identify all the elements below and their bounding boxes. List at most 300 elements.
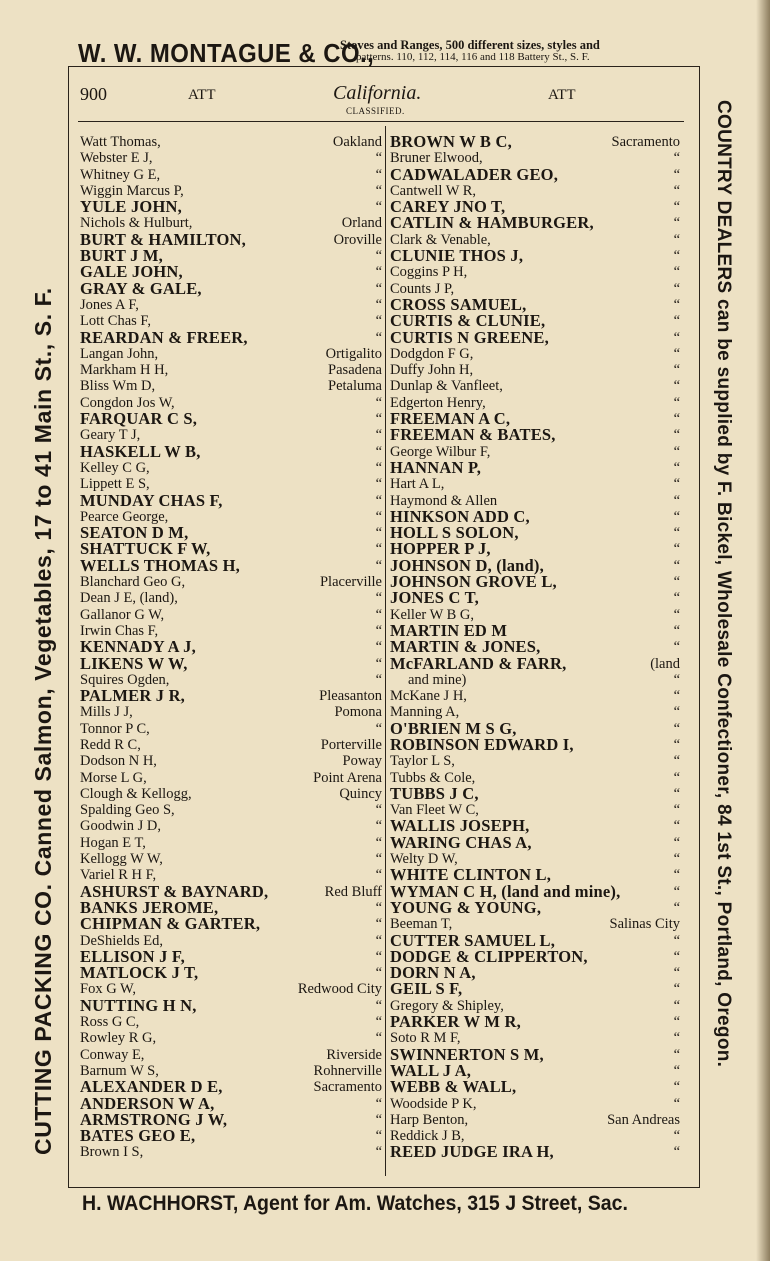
directory-entry — [80, 737, 382, 753]
entry-name: WARING CHAS A, — [390, 832, 532, 852]
entry-name: MATLOCK J T, — [80, 963, 199, 983]
entry-place: “ — [375, 802, 382, 819]
entry-place: “ — [375, 916, 382, 933]
directory-entry — [80, 995, 382, 1015]
entry-place: Sacramento — [313, 1079, 382, 1096]
entry-place: “ — [673, 1095, 680, 1112]
entry-name: McFARLAND & FARR, — [390, 653, 567, 673]
entry-place: “ — [375, 639, 382, 656]
entry-name: HASKELL W B, — [80, 441, 201, 461]
left-column — [80, 134, 382, 1161]
entry-place: “ — [673, 785, 680, 802]
directory-entry — [80, 1014, 382, 1030]
entry-name: Dodson N H, — [80, 753, 157, 770]
directory-entry — [80, 327, 382, 347]
entry-name: Redd R C, — [80, 736, 141, 753]
entry-place: “ — [673, 427, 680, 444]
entry-place: “ — [375, 590, 382, 607]
entry-name: WALL J A, — [390, 1060, 472, 1080]
entry-name: PALMER J R, — [80, 686, 186, 706]
entry-name: NUTTING H N, — [80, 995, 197, 1015]
directory-entry — [80, 786, 382, 802]
entry-place: “ — [375, 1111, 382, 1128]
entry-name: CROSS SAMUEL, — [390, 294, 527, 314]
entry-name: FREEMAN & BATES, — [390, 425, 556, 445]
page-number: 900 — [80, 84, 107, 104]
entry-place: (land — [650, 655, 680, 672]
entry-place: “ — [375, 1014, 382, 1031]
entry-place: “ — [673, 883, 680, 900]
entry-name: GRAY & GALE, — [80, 278, 202, 298]
directory-entry — [80, 1047, 382, 1063]
entry-place: Sacramento — [611, 134, 680, 150]
entry-place: “ — [673, 753, 680, 770]
entry-place: “ — [375, 1030, 382, 1047]
entry-place: “ — [375, 248, 382, 265]
entry-place: “ — [673, 802, 680, 819]
entry-name: Lippett E S, — [80, 476, 150, 493]
entry-name: Dodgdon F G, — [390, 345, 474, 362]
directory-entry — [80, 297, 382, 313]
entry-name: PARKER W M R, — [390, 1012, 521, 1032]
entry-name: GEIL S F, — [390, 979, 463, 999]
entry-place: “ — [375, 199, 382, 216]
entry-place: “ — [673, 345, 680, 362]
directory-entry — [390, 897, 688, 917]
entry-name: HANNAN P, — [390, 457, 482, 477]
directory-entry — [80, 460, 382, 476]
entry-name: BANKS JEROME, — [80, 897, 219, 917]
entry-place: “ — [673, 769, 680, 786]
directory-entry — [80, 1144, 382, 1160]
entry-place: “ — [673, 867, 680, 884]
directory-entry — [390, 1014, 688, 1030]
directory-entry — [80, 653, 382, 673]
entry-name: WALLIS JOSEPH, — [390, 816, 530, 836]
entry-place: “ — [375, 443, 382, 460]
entry-name: Duffy John H, — [390, 362, 474, 379]
entry-place: “ — [673, 1030, 680, 1047]
entry-place: “ — [673, 231, 680, 248]
entry-place: “ — [375, 150, 382, 167]
entry-name: HOLL S SOLON, — [390, 523, 519, 543]
directory-entry — [80, 1128, 382, 1144]
directory-entry — [80, 916, 382, 932]
top-ad-line-2: patterns. 110, 112, 114, 116 and 118 Battery St., S. F. — [356, 51, 590, 63]
directory-entry — [80, 362, 382, 378]
left-column-head: ATT — [188, 87, 216, 103]
entry-place: “ — [673, 215, 680, 232]
entry-place: “ — [673, 965, 680, 982]
entry-name: Tubbs & Cole, — [390, 769, 476, 786]
top-ad-firm: W. W. MONTAGUE & CO., — [78, 38, 375, 68]
entry-name: Webster E J, — [80, 150, 153, 167]
entry-name: Taylor L S, — [390, 753, 455, 770]
entry-place: “ — [673, 997, 680, 1014]
entry-name: Reddick J B, — [390, 1128, 465, 1145]
entry-place: “ — [673, 1062, 680, 1079]
entry-place: “ — [375, 1128, 382, 1145]
entry-name: DORN N A, — [390, 963, 476, 983]
entry-name: ELLISON J F, — [80, 946, 185, 966]
entry-name: Variel R H F, — [80, 867, 157, 884]
directory-entry — [80, 490, 382, 510]
entry-name: YULE JOHN, — [80, 197, 182, 217]
entry-name: MUNDAY CHAS F, — [80, 490, 223, 510]
entry-place: Salinas City — [609, 916, 680, 933]
entry-place: “ — [375, 557, 382, 574]
entry-place: Petaluma — [328, 378, 382, 395]
entry-place: “ — [673, 720, 680, 737]
entry-place: “ — [375, 525, 382, 542]
entry-place: “ — [673, 606, 680, 623]
directory-entry — [80, 346, 382, 362]
entry-name: CHIPMAN & GARTER, — [80, 914, 261, 934]
directory-entry — [390, 672, 688, 688]
entry-name: Fox G W, — [80, 981, 137, 998]
entry-place: “ — [673, 296, 680, 313]
entry-name: Spalding Geo S, — [80, 802, 175, 819]
entry-place: “ — [673, 443, 680, 460]
entry-name: Soto R M F, — [390, 1030, 461, 1047]
directory-entry — [80, 965, 382, 981]
directory-entry — [80, 167, 382, 183]
entry-place: “ — [375, 411, 382, 428]
entry-place: “ — [673, 508, 680, 525]
entry-place: “ — [375, 313, 382, 330]
entry-name: and mine) — [408, 671, 467, 688]
entry-name: ARMSTRONG J W, — [80, 1109, 228, 1129]
entry-name: ALEXANDER D E, — [80, 1077, 223, 1097]
entry-name: Van Fleet W C, — [390, 802, 479, 819]
entry-name: Whitney G E, — [80, 166, 161, 183]
entry-place: Orland — [341, 215, 382, 232]
entry-place: “ — [375, 541, 382, 558]
entry-place: “ — [375, 296, 382, 313]
directory-entry — [80, 134, 382, 150]
entry-place: “ — [673, 1014, 680, 1031]
directory-entry — [80, 278, 382, 298]
entry-place: “ — [375, 280, 382, 297]
entry-name: SHATTUCK F W, — [80, 539, 211, 559]
entry-place: “ — [375, 182, 382, 199]
entry-name: WYMAN C H, (land and mine), — [390, 881, 621, 901]
entry-place: Point Arena — [313, 769, 382, 786]
entry-place: “ — [673, 899, 680, 916]
entry-place: “ — [673, 639, 680, 656]
entry-place: “ — [673, 1144, 680, 1161]
entry-name: Gallanor G W, — [80, 606, 165, 623]
directory-entry — [390, 590, 688, 606]
entry-name: BATES GEO E, — [80, 1126, 196, 1146]
entry-name: Barnum W S, — [80, 1062, 159, 1079]
entry-place: Pomona — [334, 704, 382, 721]
entry-place: “ — [673, 932, 680, 949]
entry-name: Langan John, — [80, 345, 159, 362]
entry-place: “ — [375, 394, 382, 411]
entry-name: KENNADY A J, — [80, 637, 196, 657]
entry-name: Beeman T, — [390, 916, 453, 933]
entry-place: “ — [673, 492, 680, 509]
entry-place: “ — [673, 329, 680, 346]
entry-name: JOHNSON GROVE L, — [390, 572, 557, 592]
entry-place: Quincy — [339, 785, 382, 802]
right-column — [390, 134, 688, 1161]
entry-name: Keller W B G, — [390, 606, 475, 623]
entry-name: Hart A L, — [390, 476, 445, 493]
entry-place: “ — [673, 378, 680, 395]
entry-place: Riverside — [326, 1046, 382, 1063]
entry-name: Haymond & Allen — [390, 492, 498, 509]
directory-entry — [390, 248, 688, 264]
directory-entry — [390, 362, 688, 378]
entry-name: GALE JOHN, — [80, 262, 183, 282]
entry-place: “ — [673, 574, 680, 591]
entry-name: Tonnor P C, — [80, 720, 150, 737]
entry-name: REARDAN & FREER, — [80, 327, 248, 347]
entry-name: Wiggin Marcus P, — [80, 182, 184, 199]
entry-name: Kelley C G, — [80, 459, 150, 476]
entry-place: “ — [673, 557, 680, 574]
entry-name: Watt Thomas, — [80, 134, 161, 150]
directory-entry — [80, 1030, 382, 1046]
directory-entry — [80, 590, 382, 606]
entry-place: “ — [375, 965, 382, 982]
column-divider — [385, 126, 386, 1176]
entry-place: “ — [673, 834, 680, 851]
entry-name: YOUNG & YOUNG, — [390, 897, 542, 917]
directory-entry — [390, 653, 688, 673]
entry-place: Pleasanton — [319, 688, 382, 705]
entry-name: Woodside P K, — [390, 1095, 477, 1112]
directory-entry — [80, 607, 382, 623]
entry-place: “ — [673, 166, 680, 183]
directory-entry — [80, 753, 382, 769]
entry-place: “ — [673, 150, 680, 167]
entry-place: “ — [375, 867, 382, 884]
entry-place: “ — [673, 525, 680, 542]
directory-entry — [390, 378, 688, 394]
left-margin-advertisement: CUTTING PACKING CO. Canned Salmon, Vegetables, 17 to 41 Main St., S. F. — [30, 287, 56, 1155]
directory-entry — [390, 427, 688, 443]
entry-name: Counts J P, — [390, 280, 455, 297]
entry-place: “ — [673, 1079, 680, 1096]
directory-entry — [390, 1096, 688, 1112]
entry-place: “ — [673, 476, 680, 493]
entry-name: Goodwin J D, — [80, 818, 161, 835]
entry-place: “ — [375, 851, 382, 868]
directory-entry — [80, 770, 382, 786]
directory-entry — [390, 215, 688, 231]
directory-entry — [390, 134, 688, 150]
entry-place: Red Bluff — [324, 883, 382, 900]
entry-place: Oakland — [332, 134, 382, 150]
directory-entry — [80, 199, 382, 215]
entry-place: “ — [673, 622, 680, 639]
entry-name: Coggins P H, — [390, 264, 468, 281]
entry-name: TUBBS J C, — [390, 783, 479, 803]
entry-place: “ — [375, 720, 382, 737]
entry-place: “ — [375, 655, 382, 672]
entry-place: “ — [673, 590, 680, 607]
entry-place: “ — [673, 394, 680, 411]
entry-name: Dean J E, (land), — [80, 590, 178, 607]
entry-name: JOHNSON D, (land), — [390, 555, 544, 575]
entry-place: “ — [673, 280, 680, 297]
directory-entry — [80, 851, 382, 867]
entry-place: “ — [375, 606, 382, 623]
entry-place: “ — [673, 541, 680, 558]
entry-name: Irwin Chas F, — [80, 622, 159, 639]
entry-name: MARTIN & JONES, — [390, 637, 541, 657]
entry-place: “ — [673, 248, 680, 265]
entry-place: “ — [673, 851, 680, 868]
entry-place: Pasadena — [328, 362, 382, 379]
entry-place: “ — [375, 264, 382, 281]
directory-entry — [390, 688, 688, 704]
entry-place: “ — [673, 1128, 680, 1145]
directory-entry — [80, 574, 382, 590]
right-column-head: ATT — [548, 87, 576, 103]
entry-name: Squires Ogden, — [80, 671, 170, 688]
directory-entry — [80, 721, 382, 737]
entry-name: Geary T J, — [80, 427, 141, 444]
entry-name: Kellogg W W, — [80, 851, 163, 868]
entry-place: “ — [375, 329, 382, 346]
entry-name: Lott Chas F, — [80, 313, 151, 330]
entry-place: Poway — [342, 753, 382, 770]
state-title: California. — [333, 82, 422, 104]
entry-name: Blanchard Geo G, — [80, 574, 186, 591]
entry-name: SWINNERTON S M, — [390, 1044, 544, 1064]
entry-name: CADWALADER GEO, — [390, 164, 559, 184]
entry-place: “ — [673, 818, 680, 835]
directory-entry — [390, 734, 688, 754]
entry-name: Cantwell W R, — [390, 182, 477, 199]
entry-place: “ — [375, 899, 382, 916]
entry-place: “ — [673, 362, 680, 379]
entry-name: HINKSON ADD C, — [390, 506, 530, 526]
entry-place: “ — [673, 704, 680, 721]
directory-entry — [80, 150, 382, 166]
entry-place: “ — [673, 671, 680, 688]
directory-entry — [80, 802, 382, 818]
entry-place: “ — [673, 182, 680, 199]
entry-name: Congdon Jos W, — [80, 394, 175, 411]
entry-place: “ — [673, 1046, 680, 1063]
entry-name: DeShields Ed, — [80, 932, 163, 949]
entry-place: “ — [375, 492, 382, 509]
entry-name: Edgerton Henry, — [390, 394, 486, 411]
directory-entry — [390, 981, 688, 997]
entry-name: JONES C T, — [390, 588, 479, 608]
entry-name: Dunlap & Vanfleet, — [390, 378, 503, 395]
entry-place: “ — [375, 818, 382, 835]
directory-entry — [80, 555, 382, 575]
entry-name: WEBB & WALL, — [390, 1077, 517, 1097]
entry-place: Oroville — [333, 231, 382, 248]
directory-entry — [80, 441, 382, 461]
entry-name: Gregory & Shipley, — [390, 997, 504, 1014]
directory-entry — [80, 704, 382, 720]
entry-place: San Andreas — [607, 1111, 680, 1128]
entry-name: FREEMAN A C, — [390, 409, 511, 429]
entry-name: Bruner Elwood, — [390, 150, 483, 167]
entry-place: “ — [375, 834, 382, 851]
entry-place: “ — [673, 313, 680, 330]
directory-entry — [390, 476, 688, 492]
entry-name: CURTIS N GREENE, — [390, 327, 549, 347]
entry-name: FARQUAR C S, — [80, 409, 198, 429]
entry-place: “ — [673, 459, 680, 476]
entry-name: George Wilbur F, — [390, 443, 491, 460]
entry-place: “ — [375, 932, 382, 949]
entry-place: Redwood City — [297, 981, 382, 998]
header-rule — [78, 121, 684, 122]
entry-name: WELLS THOMAS H, — [80, 555, 240, 575]
directory-entry — [390, 457, 688, 477]
entry-name: CURTIS & CLUNIE, — [390, 311, 546, 331]
entry-place: “ — [673, 688, 680, 705]
entry-name: CATLIN & HAMBURGER, — [390, 213, 594, 233]
entry-name: BROWN W B C, — [390, 132, 512, 151]
entry-place: “ — [375, 166, 382, 183]
directory-entry — [390, 1112, 688, 1128]
directory-entry — [390, 1144, 688, 1160]
directory-entry — [390, 164, 688, 184]
top-advertisement — [78, 36, 688, 70]
entry-name: Manning A, — [390, 704, 460, 721]
entry-name: Clough & Kellogg, — [80, 785, 192, 802]
entry-name: MARTIN ED M — [390, 620, 508, 640]
directory-entry — [390, 264, 688, 280]
entry-place: “ — [375, 476, 382, 493]
entry-place: “ — [673, 411, 680, 428]
entry-name: Bliss Wm D, — [80, 378, 156, 395]
top-ad-line-1: Stoves and Ranges, 500 different sizes, styles and — [340, 38, 600, 52]
directory-entry — [80, 835, 382, 851]
entry-name: Mills J J, — [80, 704, 133, 721]
entry-name: DODGE & CLIPPERTON, — [390, 946, 588, 966]
entry-name: CUTTER SAMUEL L, — [390, 930, 556, 950]
directory-entry — [390, 753, 688, 769]
entry-name: LIKENS W W, — [80, 653, 188, 673]
entry-name: Morse L G, — [80, 769, 147, 786]
entry-name: WHITE CLINTON L, — [390, 865, 552, 885]
directory-entry — [80, 688, 382, 704]
entry-place: “ — [375, 622, 382, 639]
page-spine-shadow — [756, 0, 770, 1261]
entry-place: “ — [673, 199, 680, 216]
entry-place: “ — [673, 264, 680, 281]
entry-place: “ — [375, 508, 382, 525]
entry-name: Jones A F, — [80, 296, 139, 313]
entry-name: BURT J M, — [80, 246, 163, 266]
entry-place: “ — [375, 948, 382, 965]
entry-name: REED JUDGE IRA H, — [390, 1142, 554, 1162]
directory-entry — [390, 783, 688, 803]
directory-entry — [80, 378, 382, 394]
entry-place: “ — [673, 981, 680, 998]
classified-label: CLASSIFIED. — [346, 106, 405, 116]
entry-name: ROBINSON EDWARD I, — [390, 734, 574, 754]
directory-entry — [80, 818, 382, 834]
entry-place: Placerville — [319, 574, 382, 591]
entry-place: “ — [673, 736, 680, 753]
entry-name: Welty D W, — [390, 851, 458, 868]
entry-place: “ — [375, 459, 382, 476]
entry-name: ANDERSON W A, — [80, 1093, 215, 1113]
